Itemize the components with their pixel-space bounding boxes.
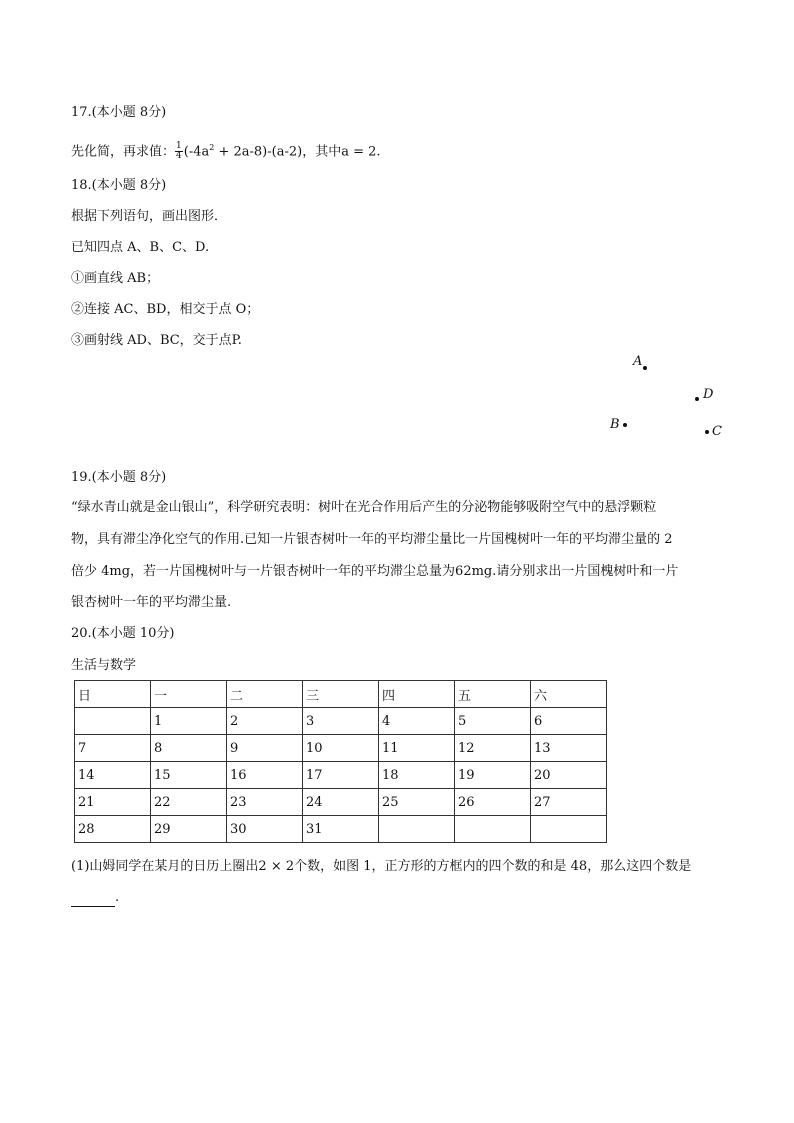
calendar-day-cell: 26 <box>455 789 531 816</box>
calendar-day-cell <box>455 816 531 843</box>
calendar-day-cell: 8 <box>151 735 227 762</box>
calendar-day-cell: 12 <box>455 735 531 762</box>
q17-frac-den: 4 <box>176 151 182 162</box>
calendar-day-cell <box>531 816 607 843</box>
q17-heading: 17.(本小题 8分) <box>71 105 167 120</box>
q17-prefix: 先化简，再求值： <box>71 144 176 160</box>
calendar-day-cell: 18 <box>379 762 455 789</box>
calendar-header-cell: 日 <box>75 681 151 708</box>
q19-heading: 19.(本小题 8分) <box>71 470 167 485</box>
calendar-day-cell <box>379 816 455 843</box>
calendar-day-cell: 11 <box>379 735 455 762</box>
calendar-day-cell: 15 <box>151 762 227 789</box>
calendar-day-cell: 29 <box>151 816 227 843</box>
q19-line-1: “绿水青山就是金山银山”，科学研究表明：树叶在光合作用后产生的分泌物能够吸附空气中的悬浮颗粒 <box>71 500 657 515</box>
calendar-week-row <box>75 762 607 789</box>
calendar-day-cell: 4 <box>379 708 455 735</box>
calendar-week-row <box>75 789 607 816</box>
calendar-header-cell: 五 <box>455 681 531 708</box>
calendar-day-cell: 27 <box>531 789 607 816</box>
calendar-day-cell: 25 <box>379 789 455 816</box>
q17-frac-num: 1 <box>176 141 182 152</box>
calendar-header-row <box>75 681 607 708</box>
point-c-dot <box>705 430 709 434</box>
point-c-label: C <box>712 424 722 439</box>
calendar-day-cell <box>75 708 151 735</box>
calendar-day-cell: 13 <box>531 735 607 762</box>
q17-expr-sup: 2 <box>209 143 215 152</box>
q19-line-3: 倍少 4mg，若一片国槐树叶与一片银杏树叶一年的平均滞尘总量为62mg.请分别求出一片国槐树叶和一片 <box>71 564 679 579</box>
q18-heading: 18.(本小题 8分) <box>71 178 167 193</box>
calendar-week-row <box>75 708 607 735</box>
calendar-day-cell: 20 <box>531 762 607 789</box>
calendar-header-cell: 六 <box>531 681 607 708</box>
calendar-day-cell: 24 <box>303 789 379 816</box>
point-d-label: D <box>703 387 714 402</box>
calendar-day-cell: 2 <box>227 708 303 735</box>
calendar-day-cell: 30 <box>227 816 303 843</box>
calendar-week-row <box>75 735 607 762</box>
q18-step2: ②连接 AC、BD，相交于点 O； <box>71 302 260 317</box>
calendar-day-cell: 1 <box>151 708 227 735</box>
calendar-day-cell: 31 <box>303 816 379 843</box>
answer-blank[interactable] <box>71 892 115 907</box>
q17-problem <box>71 139 381 161</box>
q17-fraction <box>175 142 183 161</box>
calendar-day-cell: 3 <box>303 708 379 735</box>
q18-step3: ③画射线 AD、BC，交于点P. <box>71 333 242 348</box>
calendar-day-cell: 22 <box>151 789 227 816</box>
q18-step1: ①画直线 AB； <box>71 271 160 286</box>
q20-heading: 20.(本小题 10分) <box>71 626 175 641</box>
calendar-week-row <box>75 816 607 843</box>
calendar-day-cell: 5 <box>455 708 531 735</box>
point-a-label: A <box>633 354 643 369</box>
calendar-day-cell: 23 <box>227 789 303 816</box>
calendar-day-cell: 16 <box>227 762 303 789</box>
q17-expr-a: (-4a <box>183 144 210 160</box>
calendar-day-cell: 28 <box>75 816 151 843</box>
calendar-day-cell: 9 <box>227 735 303 762</box>
q20-part1: (1)山姆同学在某月的日历上圈出2 × 2个数，如图 1，正方形的方框内的四个数的和是 48，那么这四个数是 <box>71 859 692 874</box>
calendar-header-cell: 二 <box>227 681 303 708</box>
q19-line-2: 物，具有滞尘净化空气的作用.已知一片银杏树叶一年的平均滞尘量比一片国槐树叶一年的平均滞尘量的 2 <box>71 532 673 547</box>
calendar-header-cell: 一 <box>151 681 227 708</box>
point-b-label: B <box>610 417 620 432</box>
calendar-day-cell: 7 <box>75 735 151 762</box>
calendar-day-cell: 14 <box>75 762 151 789</box>
calendar-day-cell: 19 <box>455 762 531 789</box>
calendar-day-cell: 17 <box>303 762 379 789</box>
q18-given: 已知四点 A、B、C、D. <box>71 240 210 255</box>
q17-expr-b: + 2a-8)-(a-2)，其中a = 2. <box>214 144 381 160</box>
calendar-header-cell: 四 <box>379 681 455 708</box>
q20-part1-answer <box>71 889 119 907</box>
point-d-dot <box>695 397 699 401</box>
calendar-header-cell: 三 <box>303 681 379 708</box>
calendar-day-cell: 10 <box>303 735 379 762</box>
q20-part1-end: . <box>115 890 120 905</box>
calendar-table <box>74 680 607 843</box>
q19-line-4: 银杏树叶一年的平均滞尘量. <box>71 595 232 610</box>
q20-subtitle: 生活与数学 <box>71 658 137 673</box>
q18-intro: 根据下列语句，画出图形． <box>71 209 228 224</box>
calendar-day-cell: 6 <box>531 708 607 735</box>
calendar-day-cell: 21 <box>75 789 151 816</box>
point-a-dot <box>643 366 647 370</box>
point-b-dot <box>623 423 627 427</box>
